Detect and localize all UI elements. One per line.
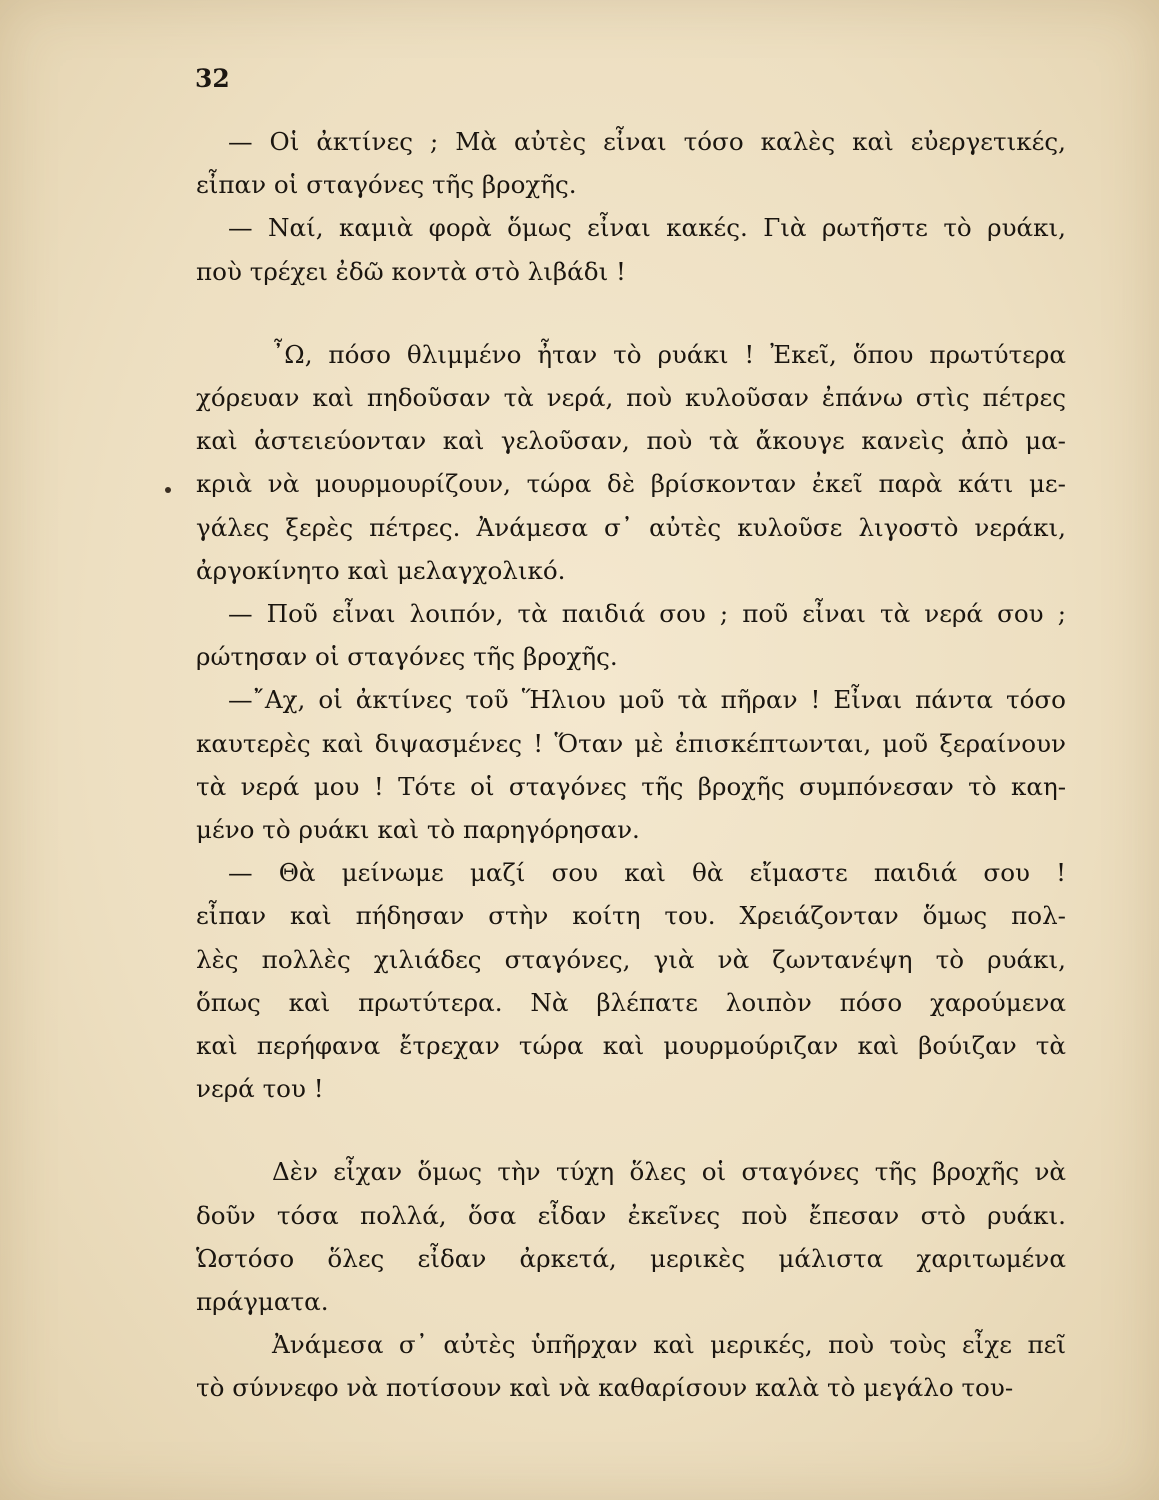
text-line: νερά του ! [196,1074,324,1104]
text-line: — Ποῦ εἶναι λοιπόν, τὰ παιδιά σου ; ποῦ εἶναι τὰ νερά σου ; [228,599,1066,629]
paragraph [196,1150,1066,1323]
text-line: —῎Αχ, οἱ ἀκτίνες τοῦ Ἥλιου μοῦ τὰ πῆραν ! Εἶναι πάντα τόσο [228,685,1066,715]
paragraph [196,120,1066,206]
ink-speck [165,487,171,493]
paragraph [196,206,1066,292]
text-line: ὅπως καὶ πρωτύτερα. Νὰ βλέπατε λοιπὸν πόσο χαρούμενα [196,987,1066,1017]
text-line: λὲς πολλὲς χιλιάδες σταγόνες, γιὰ νὰ ζωντανέψη τὸ ρυάκι, [196,944,1066,974]
page-number: 32 [195,64,230,93]
paragraph [196,678,1066,851]
text-line: γάλες ξερὲς πέτρες. Ἀνάμεσα σ᾽ αὐτὲς κυλοῦσε λιγοστὸ νεράκι, [196,512,1066,542]
paragraph [196,851,1066,1110]
body-text [196,120,1066,1410]
text-line: καὶ περήφανα ἔτρεχαν τώρα καὶ μουρμούριζαν καὶ βούιζαν τὰ [196,1031,1066,1061]
paragraph [196,333,1066,592]
text-line: ἀργοκίνητο καὶ μελαγχολικό. [196,555,566,585]
text-line: πράγματα. [196,1287,329,1317]
text-line: δοῦν τόσα πολλά, ὅσα εἶδαν ἐκεῖνες ποὺ ἔπεσαν στὸ ρυάκι. [196,1200,1066,1230]
text-line: Ἀνάμεσα σ᾽ αὐτὲς ὑπῆρχαν καὶ μερικές, ποὺ τοὺς εἶχε πεῖ [272,1330,1066,1360]
text-line: καὶ ἀστειεύονταν καὶ γελοῦσαν, ποὺ τὰ ἄκουγε κανεὶς ἀπὸ μα- [196,426,1066,456]
text-line: τὸ σύννεφο νὰ ποτίσουν καὶ νὰ καθαρίσουν καλὰ τὸ μεγάλο του- [196,1373,1014,1403]
text-line: μένο τὸ ρυάκι καὶ τὸ παρηγόρησαν. [196,815,640,845]
text-line: — Οἱ ἀκτίνες ; Μὰ αὐτὲς εἶναι τόσο καλὲς καὶ εὐεργετικές, [228,127,1066,156]
text-line: — Ναί, καμιὰ φορὰ ὅμως εἶναι κακές. Γιὰ ρωτῆστε τὸ ρυάκι, [228,213,1066,243]
text-line: τὰ νερά μου ! Τότε οἱ σταγόνες τῆς βροχῆς συμπόνεσαν τὸ καη- [196,771,1066,801]
text-line: εἶπαν καὶ πήδησαν στὴν κοίτη του. Χρειάζονταν ὅμως πολ- [196,901,1066,931]
text-line: κριὰ νὰ μουρμουρίζουν, τώρα δὲ βρίσκονταν ἐκεῖ παρὰ κάτι με- [196,469,1066,499]
text-line: Ὡστόσο ὅλες εἶδαν ἀρκετά, μερικὲς μάλιστα χαριτωμένα [196,1243,1066,1273]
text-line: Δὲν εἶχαν ὅμως τὴν τύχη ὅλες οἱ σταγόνες τῆς βροχῆς νὰ [272,1157,1066,1187]
text-line: ρώτησαν οἱ σταγόνες τῆς βροχῆς. [196,642,618,672]
text-line: καυτερὲς καὶ διψασμένες ! Ὅταν μὲ ἐπισκέπτωνται, μοῦ ξεραίνουν [196,728,1066,758]
text-line: — Θὰ μείνωμε μαζί σου καὶ θὰ εἴμαστε παιδιά σου ! [228,858,1066,888]
text-line: ῏Ω, πόσο θλιμμένο ἦταν τὸ ρυάκι ! Ἐκεῖ, ὅπου πρωτύτερα [272,339,1066,369]
text-line: εἶπαν οἱ σταγόνες τῆς βροχῆς. [196,170,577,200]
text-line: ποὺ τρέχει ἐδῶ κοντὰ στὸ λιβάδι ! [196,256,626,286]
text-line: χόρευαν καὶ πηδοῦσαν τὰ νερά, ποὺ κυλοῦσαν ἐπάνω στὶς πέτρες [196,383,1066,413]
paragraph [196,1323,1066,1409]
paragraph [196,592,1066,678]
